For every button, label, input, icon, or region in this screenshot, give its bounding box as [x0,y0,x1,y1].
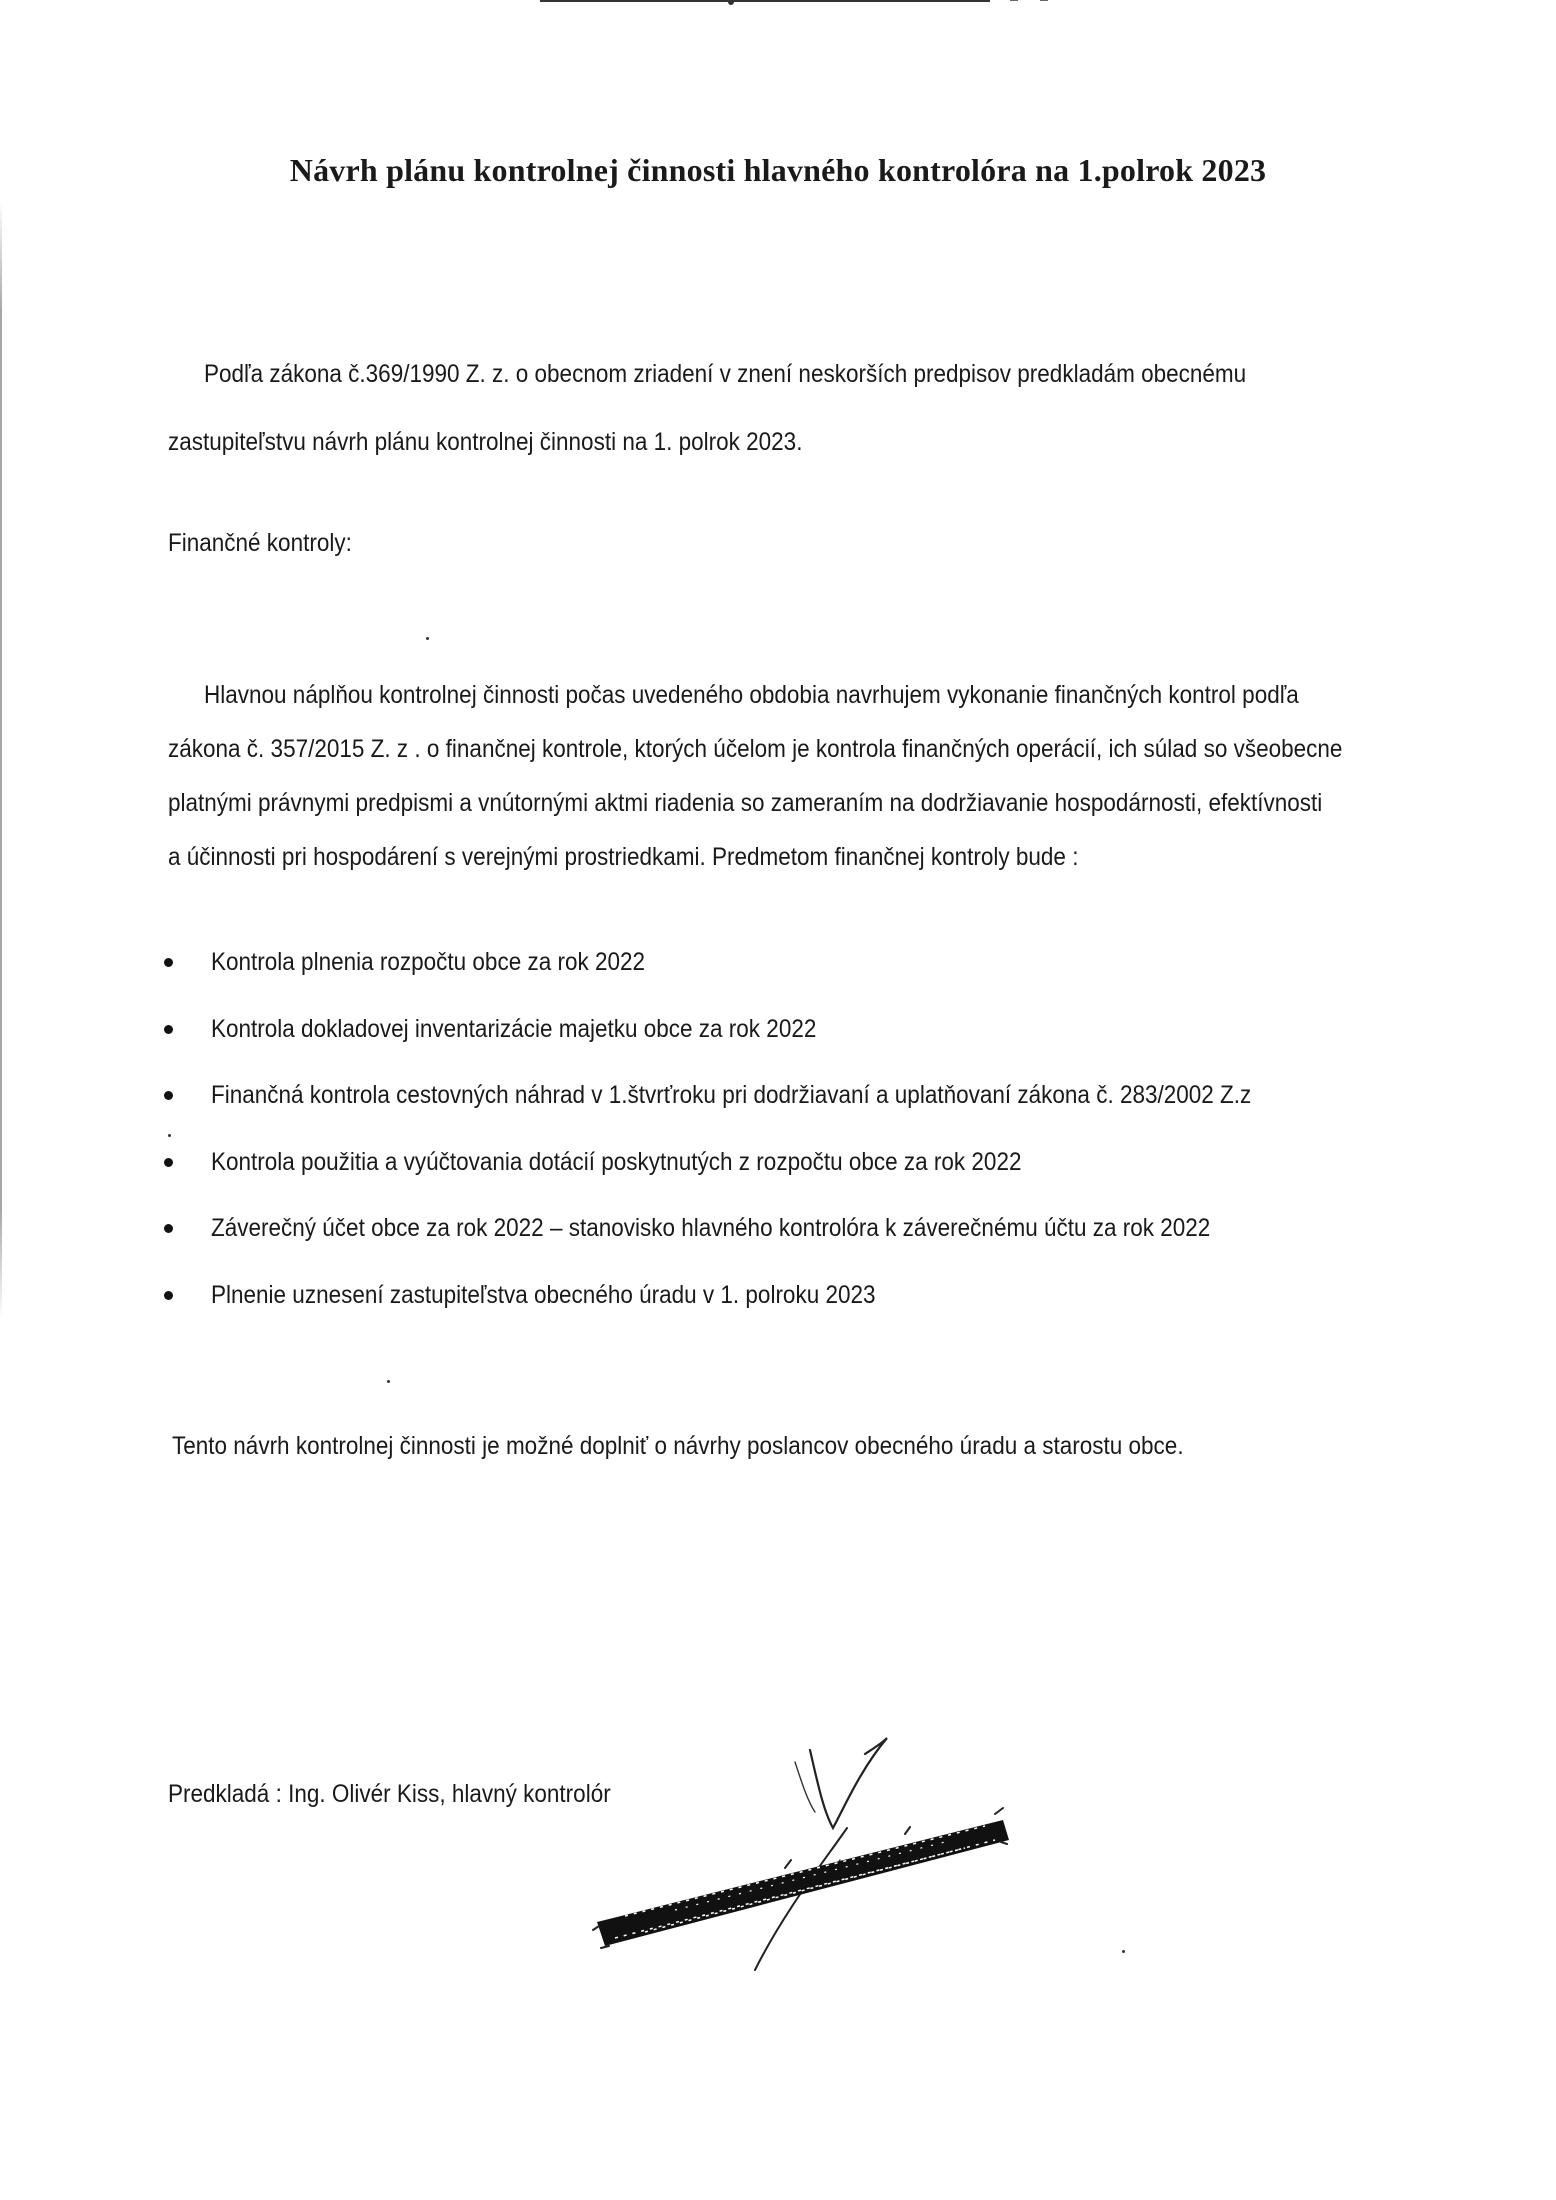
list-item [160,1140,1410,1207]
list-item [160,1007,1410,1074]
paragraph-line: a účinnosti pri hospodárení s verejnými prostriedkami. Predmetom finančnej kontroly bude : [168,843,1079,871]
bullet-icon [164,1025,173,1034]
list-item-text: Kontrola dokladovej inventarizácie majetku obce za rok 2022 [211,1014,817,1043]
bullet-icon [164,1158,173,1167]
bullet-icon [164,958,173,967]
scan-left-edge [0,200,2,1320]
list-item-text: Záverečný účet obce za rok 2022 – stanovisko hlavného kontrolóra k záverečnému účtu za rok 2022 [211,1214,1211,1242]
handwritten-signature [585,1710,1015,1980]
scan-speck [387,1380,390,1383]
scan-top-mark [728,0,734,5]
list-item [160,940,1410,1007]
paragraph-line: platnými právnymi predpismi a vnútornými aktmi riadenia so zameraním na dodržiavanie hospodárnosti, efektívnosti [168,789,1323,817]
closing-sentence: Tento návrh kontrolnej činnosti je možné doplniť o návrhy poslancov obecného úradu a starostu obce. [172,1432,1184,1460]
intro-line: Podľa zákona č.369/1990 Z. z. o obecnom zriadení v znení neskorších predpisov predkladám obecnému [204,360,1247,388]
financial-controls-heading: Finančné kontroly: [168,529,352,557]
list-item [160,1273,1410,1340]
scan-top-tick [1010,0,1018,1]
list-item-text: Finančná kontrola cestovných náhrad v 1.štvrťroku pri dodržiavaní a uplatňovaní zákona č. 283/2002 Z.z [211,1081,1252,1109]
list-item [160,1073,1410,1140]
scan-speck [1122,1950,1125,1953]
scan-top-border [540,0,990,2]
list-item [160,1206,1410,1273]
list-item-text: Kontrola plnenia rozpočtu obce za rok 2022 [211,948,646,976]
list-item-text: Plnenie uznesení zastupiteľstva obecného úradu v 1. polroku 2023 [211,1280,876,1309]
list-item-text: Kontrola použitia a vyúčtovania dotácií poskytnutých z rozpočtu obce za rok 2022 [211,1147,1022,1176]
financial-controls-paragraph [168,668,1343,884]
intro-paragraph [168,340,1247,476]
scan-speck [426,637,429,640]
document-title: Návrh plánu kontrolnej činnosti hlavného kontrolóra na 1.polrok 2023 [289,152,1267,188]
control-checks-list [160,940,1410,1339]
scan-top-tick [1040,0,1048,1]
bullet-icon [164,1291,173,1300]
bullet-icon [164,1091,173,1100]
paragraph-line: zákona č. 357/2015 Z. z . o finančnej kontrole, ktorých účelom je kontrola finančných operácií, ich súlad so všeobecne [168,735,1343,763]
submitted-by: Predkladá : Ing. Olivér Kiss, hlavný kontrolór [168,1780,611,1808]
intro-line: zastupiteľstvu návrh plánu kontrolnej činnosti na 1. polrok 2023. [168,428,803,456]
paragraph-line: Hlavnou náplňou kontrolnej činnosti počas uvedeného obdobia navrhujem vykonanie finančných kontrol podľa [204,681,1299,709]
scan-speck [168,1134,171,1137]
bullet-icon [164,1224,173,1233]
